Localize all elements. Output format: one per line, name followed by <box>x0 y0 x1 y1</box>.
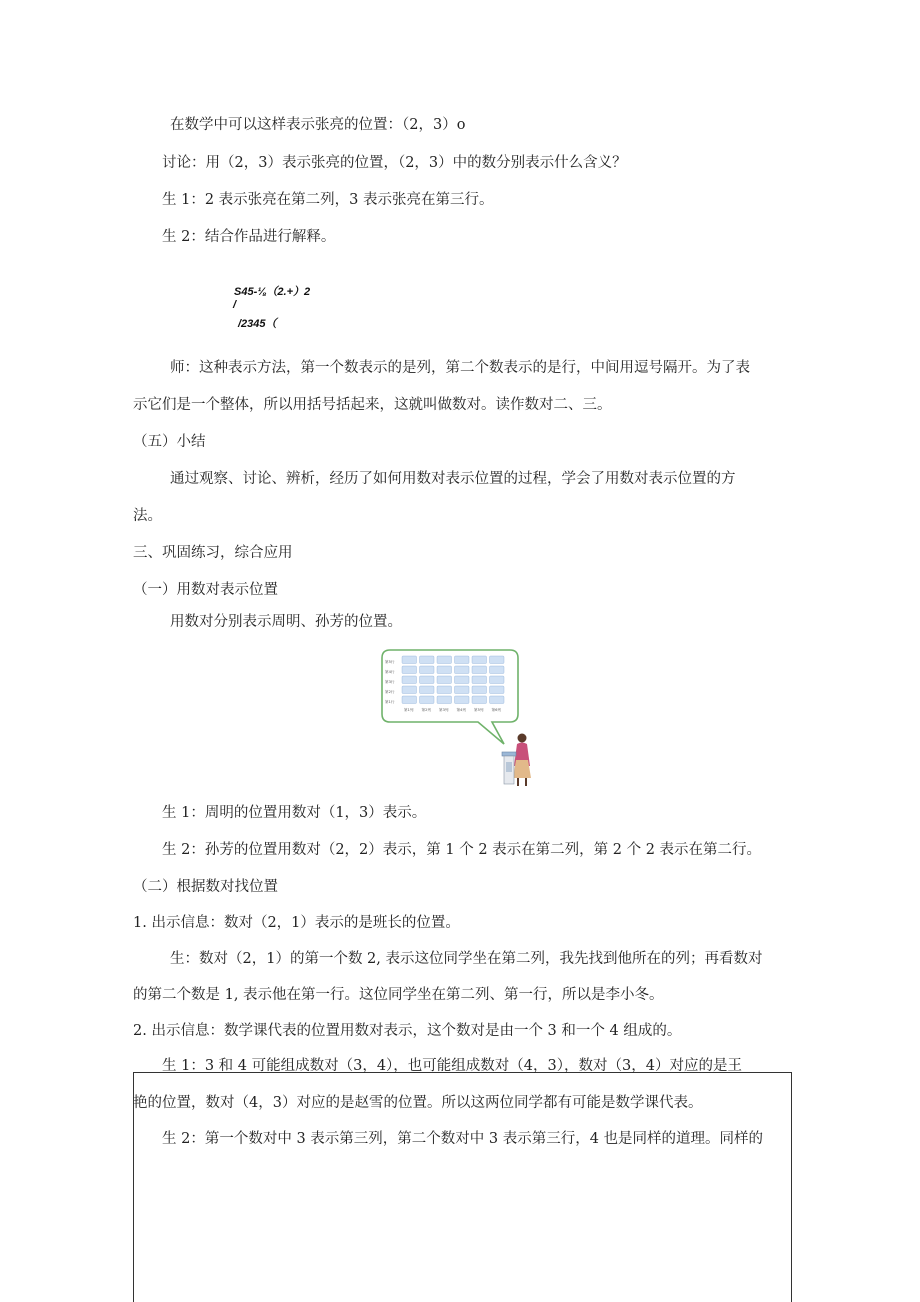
seat-cell <box>455 656 470 664</box>
seat-cell <box>472 696 487 704</box>
seat-cell <box>455 666 470 674</box>
seat-cell <box>490 666 505 674</box>
text-line: 生 1：2 表示张亮在第二列，3 表示张亮在第三行。 <box>162 192 494 208</box>
section-heading: 三、巩固练习，综合应用 <box>133 545 293 561</box>
seat-cell <box>455 686 470 694</box>
text-line: 师：这种表示方法，第一个数表示的是列，第二个数表示的是行，中间用逗号隔开。为了表 <box>170 360 750 376</box>
row-label: 第2行 <box>385 690 395 694</box>
column-label: 第6列 <box>491 708 501 712</box>
seat-cell <box>402 686 417 694</box>
garbled-formula-line: / <box>233 299 237 311</box>
row-label: 第3行 <box>385 680 395 684</box>
text-line: 用数对分别表示周明、孙芳的位置。 <box>170 614 402 630</box>
lectern <box>502 752 516 784</box>
seat-cell <box>472 676 487 684</box>
seat-cell <box>437 666 452 674</box>
text-line: 1. 出示信息：数对（2，1）表示的是班长的位置。 <box>133 915 460 931</box>
seat-cell <box>437 656 452 664</box>
row-label: 第4行 <box>385 670 395 674</box>
seat-cell <box>437 696 452 704</box>
seat-cell <box>455 696 470 704</box>
text-line: 讨论：用（2，3）表示张亮的位置，（2，3）中的数分别表示什么含义？ <box>162 155 627 171</box>
garbled-formula-line: /2345（ <box>238 318 277 330</box>
text-line: 生 2：孙芳的位置用数对（2，2）表示，第 1 个 2 表示在第二列，第 2 个 2 表示在第二行。 <box>162 842 762 858</box>
seat-cell <box>402 666 417 674</box>
seat-cell <box>490 696 505 704</box>
seat-cell <box>420 656 435 664</box>
text-line: 法。 <box>133 508 162 524</box>
row-label: 第1行 <box>385 700 395 704</box>
column-label: 第4列 <box>456 708 466 712</box>
column-label: 第3列 <box>439 708 449 712</box>
seat-cell <box>472 686 487 694</box>
seat-cell <box>420 686 435 694</box>
garbled-formula-line: S45-⅛（2.+）2 <box>234 286 311 298</box>
text-line: 生 2：第一个数对中 3 表示第三列，第二个数对中 3 表示第三行，4 也是同样的道理。同样的 <box>162 1131 764 1147</box>
text-line: 生：数对（2，1）的第一个数 2, 表示这位同学坐在第二列，我先找到他所在的列；再看数对 <box>170 951 763 967</box>
text-line: 示它们是一个整体，所以用括号括起来，这就叫做数对。读作数对二、三。 <box>133 397 612 413</box>
seat-cell <box>490 686 505 694</box>
text-line: 在数学中可以这样表示张亮的位置：（2，3）o <box>170 117 466 133</box>
seat-cell <box>490 656 505 664</box>
section-heading: （五）小结 <box>133 434 206 450</box>
seat-cell <box>437 676 452 684</box>
section-heading: （一）用数对表示位置 <box>133 582 278 598</box>
seat-cell <box>437 686 452 694</box>
seat-cell <box>420 666 435 674</box>
text-line: 艳的位置，数对（4，3）对应的是赵雪的位置。所以这两位同学都有可能是数学课代表。 <box>133 1095 703 1111</box>
seating-chart-figure <box>380 648 550 790</box>
seat-cell <box>420 696 435 704</box>
seat-cell <box>490 676 505 684</box>
text-line: 通过观察、讨论、辨析，经历了如何用数对表示位置的过程，学会了用数对表示位置的方 <box>170 471 736 487</box>
teacher-figure <box>513 734 531 787</box>
column-label: 第5列 <box>474 708 484 712</box>
seat-cell <box>402 696 417 704</box>
text-line: 生 2：结合作品进行解释。 <box>162 229 336 245</box>
seat-cell <box>455 676 470 684</box>
text-line: 的第二个数是 1, 表示他在第一行。这位同学坐在第二列、第一行，所以是李小冬。 <box>133 987 664 1003</box>
seat-cell <box>472 656 487 664</box>
section-heading: （二）根据数对找位置 <box>133 879 278 895</box>
text-line: 生 1：周明的位置用数对（1，3）表示。 <box>162 805 427 821</box>
row-label: 第5行 <box>385 660 395 664</box>
text-line: 2. 出示信息：数学课代表的位置用数对表示，这个数对是由一个 3 和一个 4 组成的。 <box>133 1023 682 1039</box>
column-label: 第2列 <box>421 708 431 712</box>
text-line: 生 1：3 和 4 可能组成数对（3，4），也可能组成数对（4，3），数对（3，4）对应的是王 <box>162 1058 742 1074</box>
seat-cell <box>402 656 417 664</box>
column-label: 第1列 <box>404 708 414 712</box>
seat-cell <box>472 666 487 674</box>
seat-cell <box>420 676 435 684</box>
seat-cell <box>402 676 417 684</box>
